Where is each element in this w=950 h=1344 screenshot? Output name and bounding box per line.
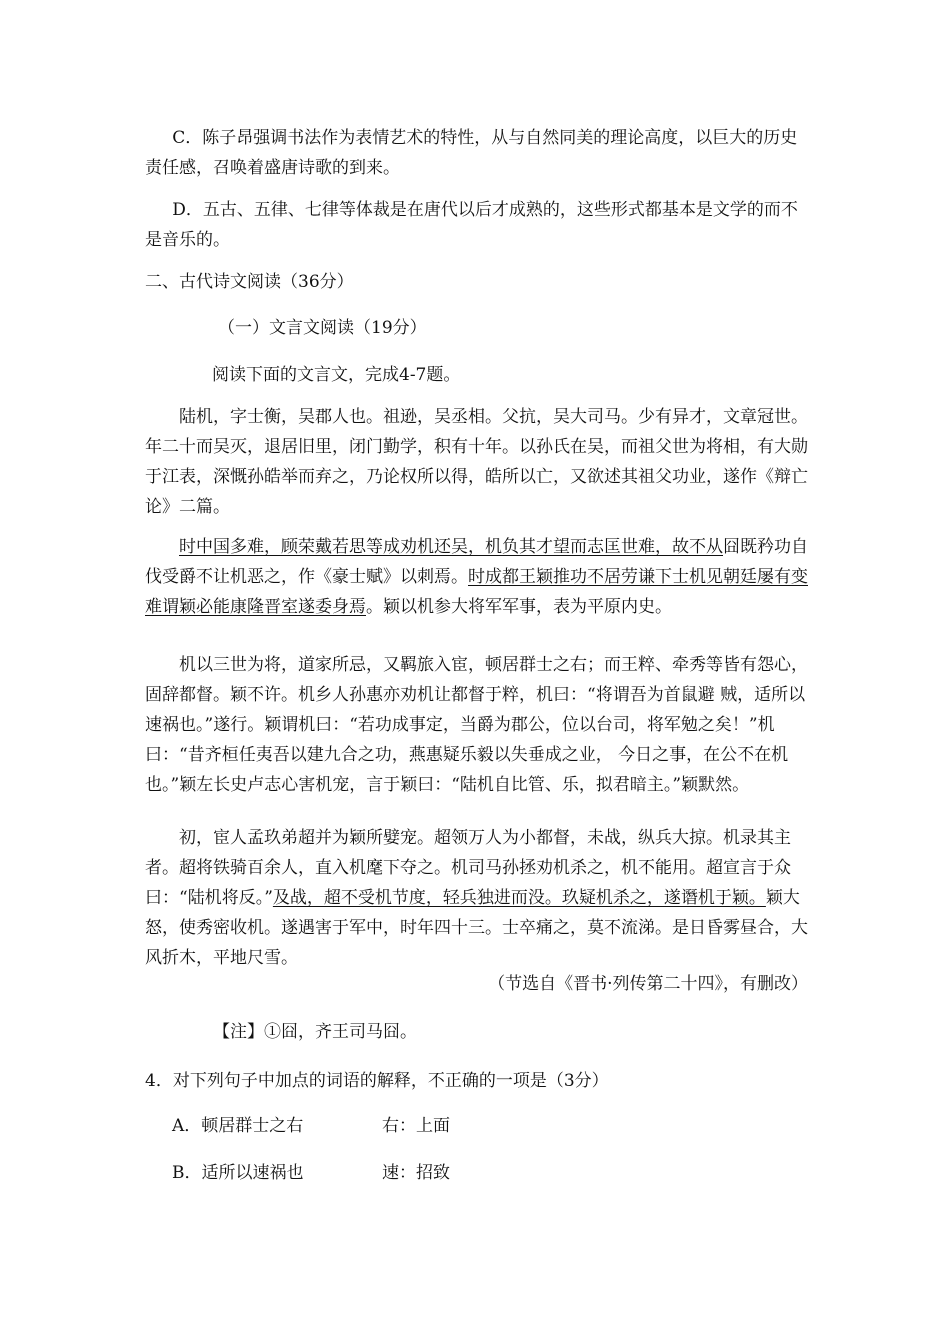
passage-paragraph-3: 机以三世为将，道家所忌，又羁旅入宦，顿居群士之右；而王粹、牵秀等皆有怨心，固辞都督。颖不许。机乡人孙惠亦劝机让都督于粹，机曰：“将谓吾为首鼠避 贼，适所以速祸也。”遂行。颖谓机曰：“若功成事定，当爵为郡公，位以台司，将军勉之矣！”机曰：“昔齐桓任夷吾以建九合之功，燕惠疑乐毅以失垂成之业， 今日之事，在公不在机也。”颖左长史卢志心害机宠，言于颖曰：“陆机自比管、乐，拟君暗主。”颖默然。: [145, 655, 808, 795]
question-4: 4．对下列句子中加点的词语的解释，不正确的一项是（3分）: [145, 1071, 609, 1091]
source-citation: （节选自《晋书·列传第二十四》，有删改）: [488, 974, 808, 994]
question-option-a: [172, 1111, 450, 1141]
passage-text: 。颖以机参大将军军事，表为平原内史。: [366, 597, 672, 617]
option-definition: 速：招致: [382, 1163, 450, 1183]
subsection-heading: （一）文言文阅读（19分）: [218, 318, 427, 338]
underlined-sentence-3: 及战，超不受机节度，轻兵独进而没。玖疑机杀之，遂谮机于颖。: [272, 888, 766, 908]
section-heading: 二、古代诗文阅读（36分）: [145, 272, 354, 292]
underlined-sentence-2: 时成都王颖推功不居劳谦下士机见朝廷屡有变难谓颖必能康隆晋室遂委身焉: [145, 567, 808, 617]
option-d-paragraph: D．五古、五律、七律等体裁是在唐代以后才成熟的，这些形式都基本是文学的而不是音乐的。: [145, 200, 798, 250]
question-option-b: [172, 1158, 450, 1188]
passage-paragraph-4: [145, 823, 808, 973]
underlined-sentence-1: 时中国多难，顾荣戴若思等成劝机还吴，机负其才望而志匡世难，故不从: [179, 537, 723, 557]
passage-text: 囧既矜功自伐受爵不让机恶之，作《豪士赋》以刺焉。: [145, 537, 808, 587]
option-c-paragraph: C．陈子昂强调书法作为表情艺术的特性，从与自然同美的理论高度，以巨大的历史责任感，召唤着盛唐诗歌的到来。: [145, 128, 798, 178]
option-sentence: B．适所以速祸也: [172, 1163, 304, 1183]
option-sentence: A．顿居群士之右: [172, 1116, 304, 1136]
passage-paragraph-2: [145, 532, 808, 622]
passage-paragraph-1: 陆机，字士衡，吴郡人也。祖逊，吴丞相。父抗，吴大司马。少有异才，文章冠世。年二十而吴灭，退居旧里，闭门勤学，积有十年。以孙氏在吴，而祖父世为将相，有大勋于江表，深慨孙皓举而弃之，乃论权所以得，皓所以亡，又欲述其祖父功业，遂作《辩亡论》二篇。: [145, 407, 808, 517]
option-definition: 右：上面: [382, 1116, 450, 1136]
annotation-note: 【注】①囧，齐王司马囧。: [213, 1022, 417, 1042]
passage-text: 颖大怒，使秀密收机。遂遇害于军中，时年四十三。士卒痛之，莫不流涕。是日昏雾昼合，大风折木，平地尺雪。: [145, 888, 808, 968]
instruction-text: 阅读下面的文言文，完成4-7题。: [212, 365, 461, 385]
passage-text: 初，宦人孟玖弟超并为颖所嬖宠。超领万人为小都督，未战，纵兵大掠。机录其主者。超将铁骑百余人，直入机麾下夺之。机司马孙拯劝机杀之，机不能用。超宣言于众曰：“陆机将反。”: [145, 828, 791, 908]
